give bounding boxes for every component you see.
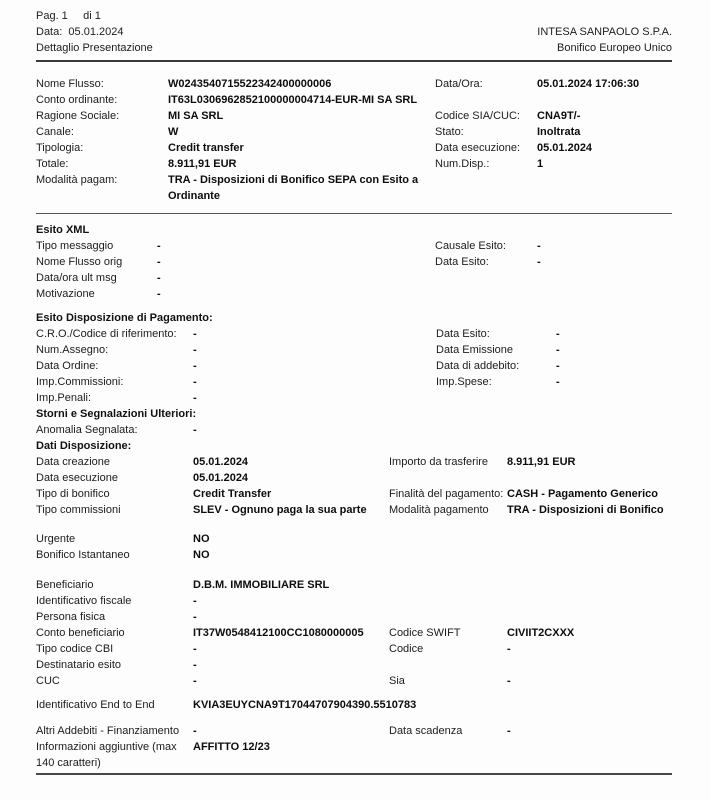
field-label: Persona fisica: [36, 611, 106, 623]
field-value: -: [556, 344, 560, 356]
field-value: -: [193, 643, 197, 655]
field-label: Modalità pagam:: [36, 174, 118, 186]
header-divider: [36, 60, 672, 62]
field-value: CASH - Pagamento Generico: [507, 488, 658, 500]
field-value: 8.911,91 EUR: [168, 158, 237, 170]
field-label: Data creazione: [36, 456, 110, 468]
field-row: [36, 374, 672, 390]
field-value: NO: [193, 549, 210, 561]
bank-name: INTESA SANPAOLO S.P.A.: [537, 26, 672, 38]
field-row: [36, 531, 672, 547]
field-value: SLEV - Ognuno paga la sua parte: [193, 504, 367, 516]
field-row: [36, 140, 672, 156]
section-altri-addebiti: [36, 723, 672, 771]
field-value: 8.911,91 EUR: [507, 456, 576, 468]
field-value: -: [537, 256, 541, 268]
field-label: CUC: [36, 675, 60, 687]
field-label: Imp.Spese:: [436, 376, 492, 388]
field-label: Data/Ora:: [435, 78, 483, 90]
field-value: 05.01.2024: [537, 142, 593, 154]
field-label: Anomalia Segnalata:: [36, 424, 138, 436]
field-label: Conto ordinante:: [36, 94, 118, 106]
field-value: -: [193, 659, 197, 671]
section-title: Esito Disposizione di Pagamento:: [36, 312, 213, 324]
section-title: Dati Disposizione:: [36, 440, 132, 452]
field-value: -: [193, 344, 197, 356]
document-date: Data: 05.01.2024: [36, 26, 124, 38]
section-end-to-end: [36, 697, 672, 713]
field-value: TRA - Disposizioni di Bonifico: [507, 504, 664, 516]
header-right: [537, 24, 672, 56]
section-title-row: [36, 438, 672, 454]
field-row: [36, 108, 672, 124]
field-row: [36, 76, 672, 92]
field-value: -: [507, 725, 511, 737]
field-label: Tipo commissioni: [36, 504, 121, 516]
field-row: [36, 723, 672, 739]
field-row: [36, 486, 672, 502]
field-label: Stato:: [435, 126, 464, 138]
field-label: Num.Disp.:: [435, 158, 490, 170]
field-value: -: [193, 360, 197, 372]
field-label: Codice: [389, 643, 424, 655]
field-value: KVIA3EUYCNA9T17044707904390.5510783: [193, 699, 417, 711]
field-label: Tipo codice CBI: [36, 643, 114, 655]
document-type: Bonifico Europeo Unico: [557, 42, 672, 54]
field-row: [36, 422, 672, 438]
field-row: [36, 673, 672, 689]
divider: [36, 213, 672, 214]
field-row: [36, 547, 672, 563]
field-value: MI SA SRL: [168, 110, 224, 122]
section-title: Storni e Segnalazioni Ulteriori:: [36, 408, 197, 420]
section-esito-disposizione: [36, 310, 672, 454]
field-value: -: [193, 611, 197, 623]
field-value: CIVIIT2CXXX: [507, 627, 575, 639]
field-label: Finalità del pagamento:: [389, 488, 504, 500]
field-value: -: [556, 360, 560, 372]
field-label: Data esecuzione: [36, 472, 118, 484]
field-row: [36, 326, 672, 342]
field-value: 05.01.2024: [193, 472, 249, 484]
page-number: Pag. 1 di 1: [36, 10, 101, 22]
field-label: Tipo messaggio: [36, 240, 114, 252]
field-row: [36, 156, 672, 172]
field-label: Data/ora ult msg: [36, 272, 117, 284]
field-value: -: [157, 288, 161, 300]
field-row: [36, 270, 672, 286]
field-value: D.B.M. IMMOBILIARE SRL: [193, 579, 330, 591]
field-label: Urgente: [36, 533, 76, 545]
field-label: Modalità pagamento: [389, 504, 489, 516]
field-value: -: [556, 376, 560, 388]
field-value: AFFITTO 12/23: [193, 741, 270, 753]
section-esito-xml: [36, 222, 672, 302]
field-value: -: [157, 272, 161, 284]
field-row: [36, 657, 672, 673]
field-value: -: [193, 376, 197, 388]
section-title-row: [36, 406, 672, 422]
section-dati-disposizione: [36, 454, 672, 518]
field-value: -: [157, 240, 161, 252]
field-value: W: [168, 126, 179, 138]
field-label: Num.Assegno:: [36, 344, 109, 356]
field-value: -: [193, 424, 197, 436]
field-value: TRA - Disposizioni di Bonifico SEPA con Esito a Ordinante: [168, 174, 419, 202]
field-value: -: [157, 256, 161, 268]
field-label: Identificativo fiscale: [36, 595, 132, 607]
field-label: Data scadenza: [389, 725, 463, 737]
field-label: Informazioni aggiuntive (max 140 caratteri): [36, 741, 177, 769]
field-row: [36, 342, 672, 358]
field-value: IT37W0548412100CC1080000005: [193, 627, 364, 639]
field-row: [36, 238, 672, 254]
field-value: -: [556, 328, 560, 340]
section-beneficiario: [36, 577, 672, 689]
document-body: [36, 76, 672, 775]
field-label: Codice SIA/CUC:: [435, 110, 520, 122]
field-label: Conto beneficiario: [36, 627, 125, 639]
field-label: Data di addebito:: [436, 360, 520, 372]
field-value: -: [193, 328, 197, 340]
field-label: Nome Flusso:: [36, 78, 104, 90]
field-label: Tipo di bonifico: [36, 488, 110, 500]
field-row: [36, 254, 672, 270]
field-row: [36, 92, 672, 108]
field-row: [36, 124, 672, 140]
field-label: Identificativo End to End: [36, 699, 155, 711]
field-label: Imp.Penali:: [36, 392, 92, 404]
field-value: Inoltrata: [537, 126, 581, 138]
field-label: Imp.Commissioni:: [36, 376, 124, 388]
field-label: Canale:: [36, 126, 74, 138]
field-label: Codice SWIFT: [389, 627, 461, 639]
field-row: [36, 172, 672, 204]
field-label: Data Esito:: [435, 256, 489, 268]
field-label: Nome Flusso orig: [36, 256, 123, 268]
field-value: 05.01.2024: [193, 456, 249, 468]
field-value: NO: [193, 533, 210, 545]
field-value: -: [193, 725, 197, 737]
field-label: Data esecuzione:: [435, 142, 520, 154]
divider: [36, 773, 672, 775]
field-label: Destinatario esito: [36, 659, 121, 671]
field-value: Credit transfer: [168, 142, 244, 154]
field-row: [36, 697, 672, 713]
field-row: [36, 609, 672, 625]
field-label: Altri Addebiti - Finanziamento: [36, 725, 180, 737]
field-value: -: [193, 595, 197, 607]
section-flusso: [36, 76, 672, 204]
field-row: [36, 454, 672, 470]
field-row: [36, 593, 672, 609]
field-label: Beneficiario: [36, 579, 94, 591]
section-title-row: [36, 310, 672, 326]
field-label: Tipologia:: [36, 142, 84, 154]
field-value: 05.01.2024 17:06:30: [537, 78, 640, 90]
field-value: -: [193, 675, 197, 687]
field-row: [36, 502, 672, 518]
field-label: Importo da trasferire: [389, 456, 489, 468]
field-label: Motivazione: [36, 288, 95, 300]
section-urgente: [36, 531, 672, 563]
document-subtitle: Dettaglio Presentazione: [36, 42, 153, 54]
field-row: [36, 625, 672, 641]
field-value: -: [507, 675, 511, 687]
field-label: Totale:: [36, 158, 69, 170]
section-title: Esito XML: [36, 224, 90, 236]
field-row: [36, 358, 672, 374]
field-label: Data Esito:: [436, 328, 490, 340]
field-value: IT63L0306962852100000004714-EUR-MI SA SRL: [168, 94, 418, 106]
field-value: Credit Transfer: [193, 488, 272, 500]
field-label: Causale Esito:: [435, 240, 506, 252]
field-label: Data Ordine:: [36, 360, 99, 372]
field-row: [36, 286, 672, 302]
field-label: Sia: [389, 675, 405, 687]
field-value: W0243540715522342400000006: [168, 78, 332, 90]
section-title-row: [36, 222, 672, 238]
field-row: [36, 641, 672, 657]
field-label: Ragione Sociale:: [36, 110, 120, 122]
field-value: -: [193, 392, 197, 404]
field-row: [36, 577, 672, 593]
field-label: C.R.O./Codice di riferimento:: [36, 328, 177, 340]
field-label: Bonifico Istantaneo: [36, 549, 130, 561]
field-row: [36, 739, 672, 771]
field-value: -: [507, 643, 511, 655]
field-label: Data Emissione: [436, 344, 514, 356]
field-value: -: [537, 240, 541, 252]
field-value: 1: [537, 158, 544, 170]
field-row: [36, 470, 672, 486]
field-row: [36, 390, 672, 406]
field-value: CNA9T/-: [537, 110, 581, 122]
